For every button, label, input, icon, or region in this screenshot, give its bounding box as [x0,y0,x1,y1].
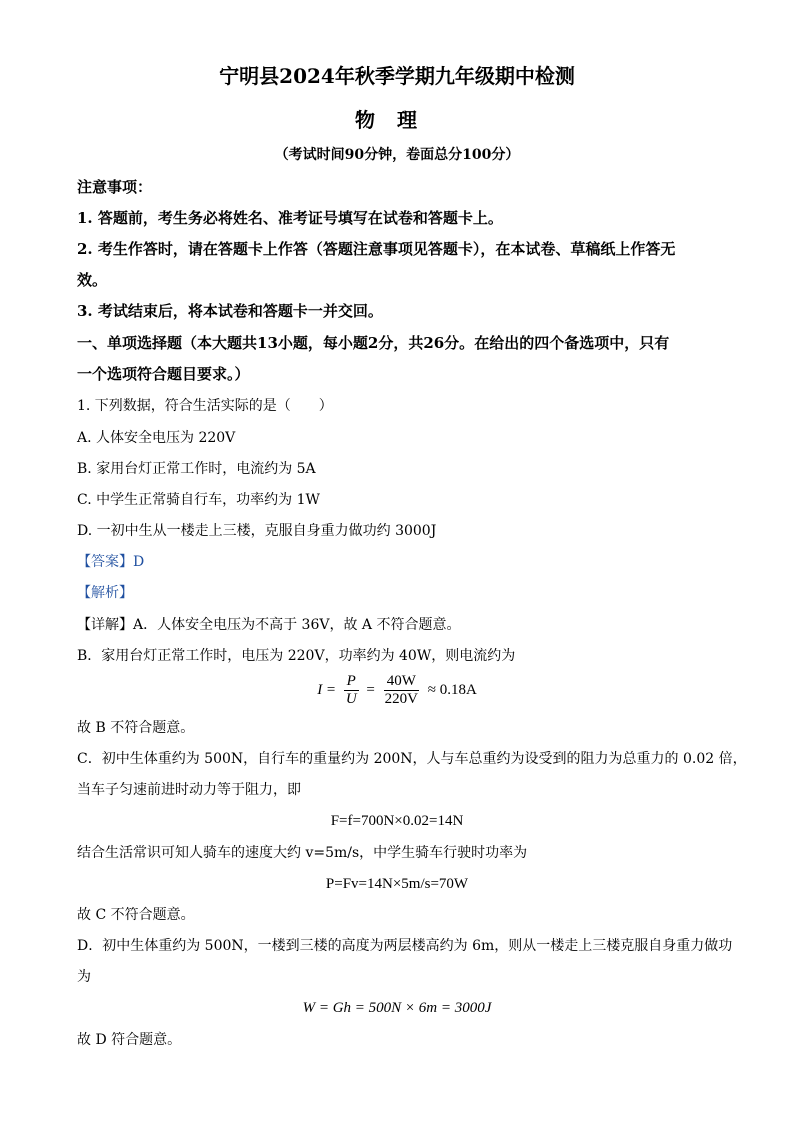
fraction-denominator: U [345,691,357,708]
section-heading-line-2: 一个选项符合题目要求。） [77,365,250,383]
notice-item-2-line-1: 2. 考生作答时，请在答题卡上作答（答题注意事项见答题卡），在本试卷、草稿纸上作答无 [77,240,676,258]
detail-c-conclusion: 故 C 不符合题意。 [77,907,195,923]
detail-label: 【详解】 [77,617,133,633]
option-d: D. 一初中生从一楼走上三楼，克服自身重力做功约 3000J [77,523,437,539]
detail-d-conclusion: 故 D 符合题意。 [77,1032,182,1048]
equation-work: W = Gh = 500N × 6m = 3000J [302,1000,492,1016]
detail-b-text: B．家用台灯正常工作时，电压为 220V，功率约为 40W，则电流约为 [77,648,516,664]
detail-b-conclusion: 故 B 不符合题意。 [77,720,195,736]
exam-info: （考试时间90分钟，卷面总分100分） [274,147,520,163]
fraction-denominator: 220V [384,691,418,708]
subject-title: 物理 [355,108,439,132]
detail-c-text-3: 结合生活常识可知人骑车的速度大约 v=5m/s，中学生骑车行驶时功率为 [77,845,528,861]
option-c: C. 中学生正常骑自行车，功率约为 1W [77,492,320,508]
detail-d-text-1: D．初中生体重约为 500N，一楼到三楼的高度为两层楼高约为 6m，则从一楼走上三楼克服自身重力做功 [77,938,733,954]
fraction-numerator: P [344,673,359,691]
detail-a-text: A．人体安全电压为不高于 36V，故 A 不符合题意。 [133,617,461,633]
detail-a [77,616,461,634]
detail-c-text-1: C．初中生体重约为 500N，自行车的重量约为 200N，人与车总重约为设受到的阻力为总重力的 0.02 倍， [77,751,747,767]
notice-item-2-line-2: 效。 [77,271,108,289]
equation-force: F=f=700N×0.02=14N [330,813,464,829]
fraction-numerator: 40W [384,673,419,691]
option-a: A. 人体安全电压为 220V [77,430,236,446]
answer-label: 【答案】D [77,554,145,570]
equation-power: P=Fv=14N×5m/s=70W [325,876,469,892]
eq-result: ≈ 0.18A [427,682,477,698]
eq-lhs: I = [317,682,337,698]
question-stem: 1. 下列数据，符合生活实际的是（ ） [77,398,333,414]
notice-heading: 注意事项： [77,178,153,196]
notice-item-3: 3. 考试结束后，将本试卷和答题卡一并交回。 [77,302,383,320]
option-b: B. 家用台灯正常工作时，电流约为 5A [77,461,316,477]
equation-current [0,672,794,708]
notice-item-1: 1. 答题前，考生务必将姓名、准考证号填写在试卷和答题卡上。 [77,209,503,227]
fraction-power-over-voltage [382,673,421,708]
exam-title: 宁明县2024年秋季学期九年级期中检测 [219,64,575,88]
detail-c-text-2: 当车子匀速前进时动力等于阻力，即 [77,782,301,798]
section-heading-line-1: 一、单项选择题（本大题共13小题，每小题2分，共26分。在给出的四个备选项中，只有 [77,334,670,352]
fraction-p-over-u [343,673,360,708]
detail-d-text-2: 为 [77,969,91,985]
analysis-label: 【解析】 [77,585,133,601]
eq-equals: = [366,682,375,698]
